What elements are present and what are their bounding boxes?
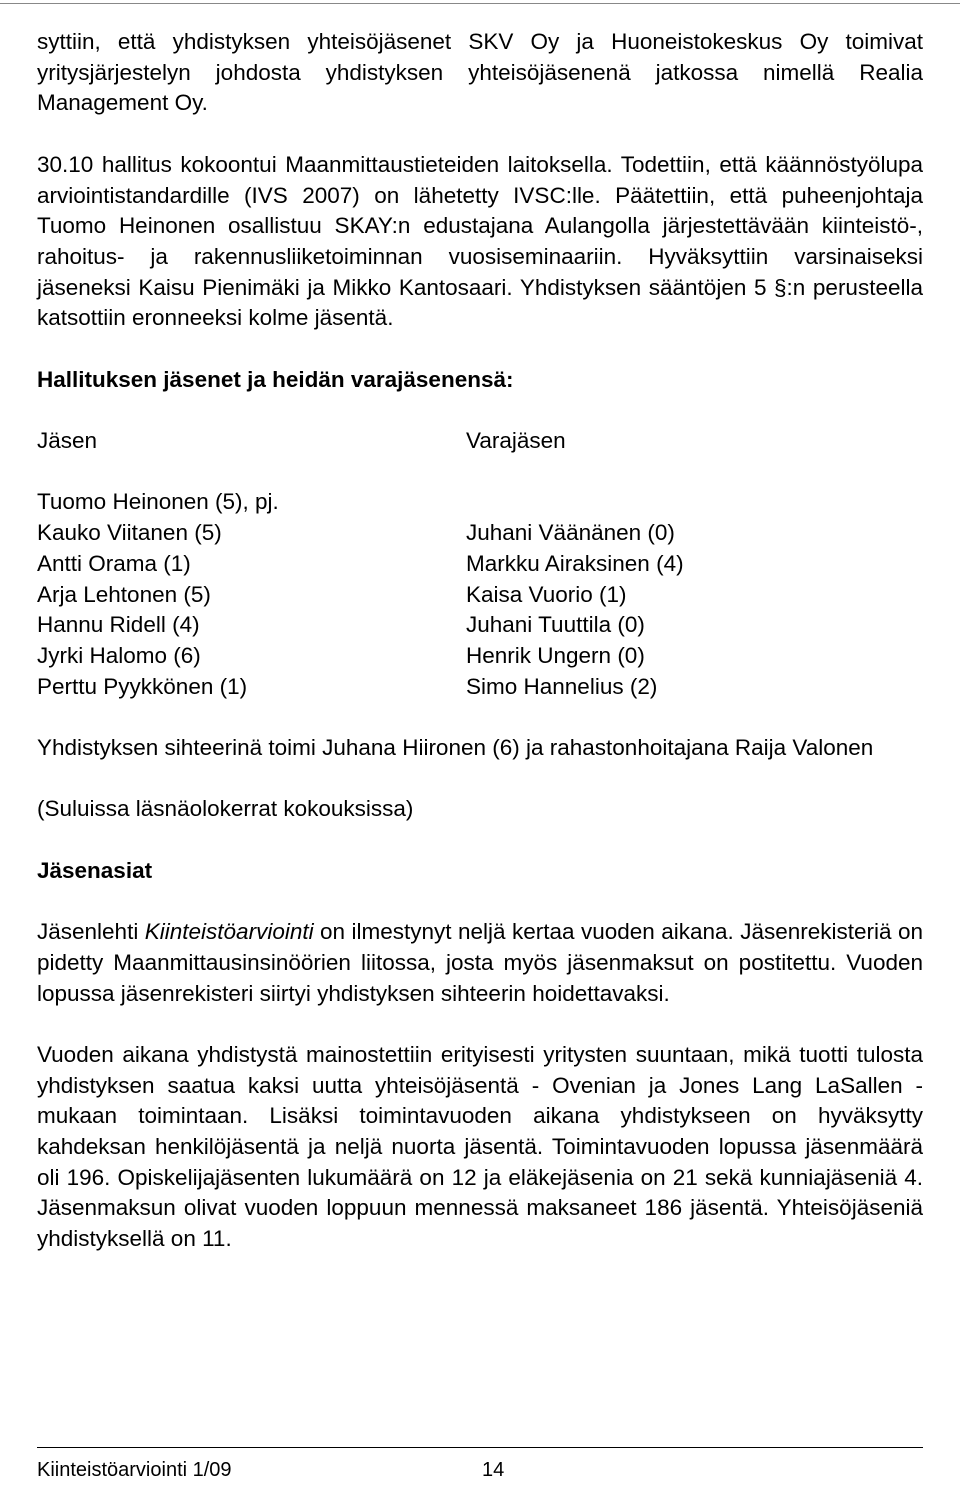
paragraph-realia: syttiin, että yhdistyksen yhteisöjäsenet SKV Oy ja Huoneistokeskus Oy toimivat yritysjärjestelyn johdosta yhdistyksen yhteisöjäsenenä jatkossa nimellä Realia Management Oy. [37,29,923,116]
table-row [37,672,923,703]
page-footer [37,1458,505,1482]
paragraph-board-meeting: 30.10 hallitus kokoontui Maanmittaustieteiden laitoksella. Todettiin, että käännöstyölupa arviointistandardille (IVS 2007) on lähetetty IVSC:lle. Päätettiin, että puheenjohtaja Tuomo Heinonen osallistuu SKAY:n edustajana Aulangolla järjestettävään kiinteistö-, rahoitus- ja rakennusliiketoiminnan vuosiseminaariin. Hyväksyttiin varsinaiseksi jäseneksi Kaisu Pienimäki ja Mikko Kantosaari. Yhdistyksen sääntöjen 5 §:n perusteella katsottiin eronneeksi kolme jäsentä. [37,151,923,331]
page-number: 14 [482,1459,505,1481]
deputy-column-header: Varajäsen [466,428,566,454]
attendance-note: (Suluissa läsnäolokerrat kokouksissa) [37,796,414,822]
deputy-name: Juhani Tuuttila (0) [466,612,645,638]
paragraph-member-register [37,917,923,1009]
member-name: Antti Orama (1) [37,550,191,576]
deputy-name: Simo Hannelius (2) [466,673,658,699]
paragraph-secretary: Yhdistyksen sihteerinä toimi Juhana Hiironen (6) ja rahastonhoitajana Raija Valonen [37,734,874,760]
member-name: Perttu Pyykkönen (1) [37,673,248,699]
table-row [37,518,923,549]
footer-publication: Kiinteistöarviointi 1/09 [37,1459,232,1481]
top-rule [0,3,960,4]
member-name: Tuomo Heinonen (5), pj. [37,489,279,515]
footer-rule [37,1447,923,1448]
table-row [37,580,923,611]
publication-title: Kiinteistöarviointi [144,919,314,945]
table-row [37,487,923,518]
member-name: Arja Lehtonen (5) [37,581,211,607]
deputy-name: Juhani Väänänen (0) [466,520,675,546]
member-name: Hannu Ridell (4) [37,612,200,638]
member-column-header: Jäsen [37,428,98,454]
text-segment: on ilmestynyt neljä kertaa vuoden aikana. Jäsenrekisteriä on pidetty Maanmittausinsinöörien liitossa, josta myös jäsenmaksut on postitettu. Vuoden lopussa jäsenrekisteri siirtyi yhdistyksen sihteerin hoidettavaksi. [37,919,923,1006]
member-name: Kauko Viitanen (5) [37,520,222,546]
deputy-name: Kaisa Vuorio (1) [466,581,627,607]
table-row [37,641,923,672]
table-row [37,610,923,641]
members-heading: Jäsenasiat [37,857,153,883]
paragraph-member-count: Vuoden aikana yhdistystä mainostettiin erityisesti yritysten suuntaan, mikä tuotti tulosta yhdistyksen saatua kaksi uutta yhteisöjäsentä - Ovenian ja Jones Lang LaSallen - mukaan toimintaan. Lisäksi toimintavuoden aikana yhdistykseen on hyväksytty kahdeksan henkilöjäsentä ja neljä nuorta jäsentä. Toimintavuoden lopussa jäsenmäärä oli 196. Opiskelijajäsenten lukumäärä on 12 ja eläkejäsenia on 21 sekä kunniajäseniä 4. Jäsenmaksun olivat vuoden loppuun mennessä maksaneet 186 jäsentä. Yhteisöjäseniä yhdistyksellä on 11. [37,1041,923,1252]
board-table-header [37,426,923,457]
member-name: Jyrki Halomo (6) [37,642,201,668]
board-heading: Hallituksen jäsenet ja heidän varajäsenensä: [37,366,514,392]
board-table [37,487,923,702]
text-segment: Jäsenlehti [37,919,145,945]
document-body [37,27,923,1255]
table-row [37,549,923,580]
deputy-name: Henrik Ungern (0) [466,642,645,668]
deputy-name: Markku Airaksinen (4) [466,550,684,576]
